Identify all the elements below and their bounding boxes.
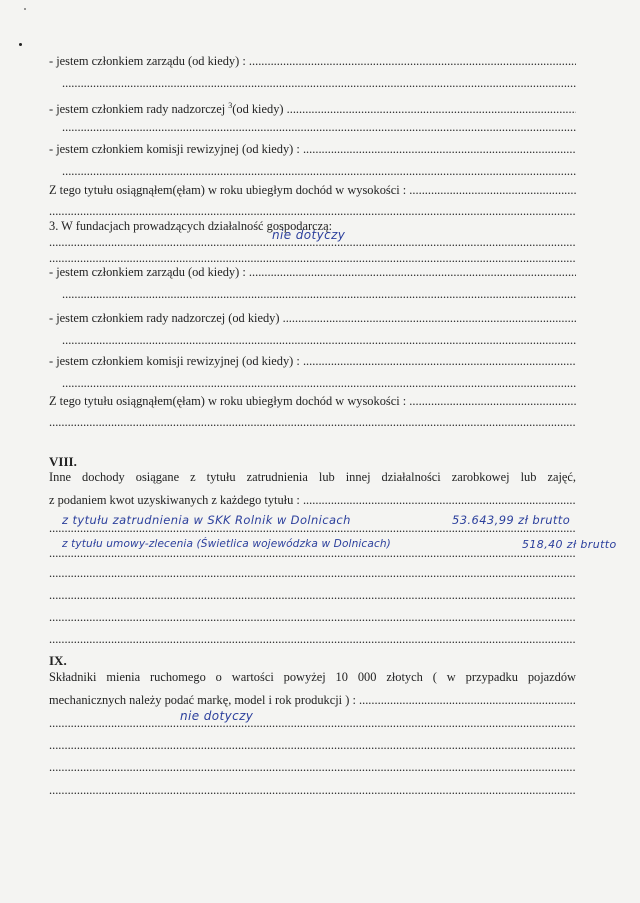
dotted-line [62, 333, 576, 348]
handwritten-not-applicable: nie dotyczy [272, 228, 346, 242]
handwritten-income-amount: 53.643,99 zł brutto [452, 513, 571, 527]
bullet-mark [19, 43, 22, 46]
dotted-line [49, 783, 576, 798]
income-line: Z tego tytułu osiągnąłem(ęłam) w roku ubiegłym dochód w wysokości : ..... [49, 394, 576, 409]
dotted-line [49, 415, 576, 430]
dotted-line [49, 716, 576, 731]
dotted-line [49, 610, 576, 625]
foundations-title: 3. W fundacjach prowadzących działalność gospodarczą: [49, 219, 333, 233]
handwritten-not-applicable: nie dotyczy [180, 709, 254, 723]
dotted-line [62, 376, 576, 391]
dotted-line [49, 760, 576, 775]
dotted-line [49, 632, 576, 647]
dotted-line [49, 588, 576, 603]
section-heading-ix: IX. [49, 653, 67, 668]
supervisory-board-line: - jestem członkiem rady nadzorczej (od kiedy) ..... [49, 311, 576, 326]
income-line: Z tego tytułu osiągnąłem(ęłam) w roku ubiegłym dochód w wysokości : ..... [49, 183, 576, 198]
section-viii-text-cont: z podaniem kwot uzyskiwanych z każdego tytułu : ..... [49, 493, 576, 508]
dotted-line [49, 251, 576, 266]
section-viii-text: Inne dochody osiągane z tytułu zatrudnienia lub innej działalności zarobkowej lub zajęć, [49, 470, 576, 484]
board-member-line: - jestem członkiem zarządu (od kiedy) : ..... [49, 265, 576, 280]
audit-committee-line: - jestem członkiem komisji rewizyjnej (od kiedy) : ..... [49, 142, 576, 157]
dotted-line [62, 120, 576, 135]
dotted-line [49, 204, 576, 219]
dotted-line [62, 76, 576, 91]
scan-speck [24, 8, 26, 10]
section-ix-text: Składniki mienia ruchomego o wartości powyżej 10 000 złotych ( w przypadku pojazdów [49, 670, 576, 684]
supervisory-board-line: - jestem członkiem rady nadzorczej $^3$(od kiedy) ..... [49, 98, 576, 117]
dotted-line [62, 287, 576, 302]
dotted-line [49, 566, 576, 581]
board-member-line: - jestem członkiem zarządu (od kiedy) : ..... [49, 54, 576, 69]
audit-committee-line: - jestem członkiem komisji rewizyjnej (od kiedy) : ..... [49, 354, 576, 369]
handwritten-income-amount: 518,40 zł brutto [522, 538, 617, 551]
handwritten-income-source: z tytułu zatrudnienia w SKK Rolnik w Dolnicach [62, 513, 351, 527]
dotted-line [49, 738, 576, 753]
section-heading-viii: VIII. [49, 454, 77, 469]
handwritten-income-source: z tytułu umowy-zlecenia (Świetlica wojewódzka w Dolnicach) [62, 538, 391, 550]
dotted-line [62, 164, 576, 179]
section-ix-text-cont: mechanicznych należy podać markę, model i rok produkcji ) : ..... [49, 693, 576, 708]
